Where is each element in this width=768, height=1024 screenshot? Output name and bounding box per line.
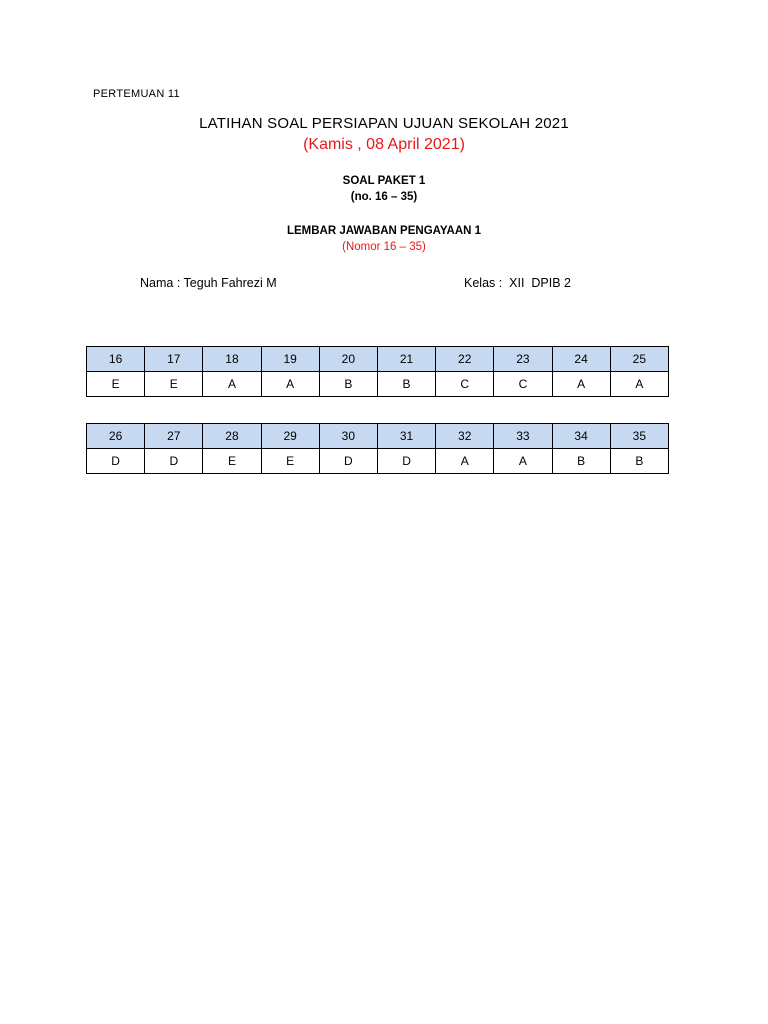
question-number-cell: 30 [319, 424, 377, 449]
question-number-cell: 35 [610, 424, 668, 449]
answer-sheet-title: LEMBAR JAWABAN PENGAYAAN 1 [286, 225, 482, 237]
question-number-row [87, 347, 669, 372]
question-number-cell: 19 [261, 347, 319, 372]
question-number-cell: 21 [377, 347, 435, 372]
answer-table-2 [86, 423, 669, 474]
answer-cell: D [87, 449, 145, 474]
question-number-cell: 17 [145, 347, 203, 372]
question-number-cell: 25 [610, 347, 668, 372]
question-number-cell: 28 [203, 424, 261, 449]
question-number-row [87, 424, 669, 449]
student-name: Nama : Teguh Fahrezi M [140, 276, 277, 290]
answer-table-1 [86, 346, 669, 397]
answer-cell: D [319, 449, 377, 474]
answer-cell: E [145, 372, 203, 397]
question-number-cell: 33 [494, 424, 552, 449]
answer-row [87, 449, 669, 474]
question-number-cell: 23 [494, 347, 552, 372]
answer-cell: D [145, 449, 203, 474]
question-number-cell: 27 [145, 424, 203, 449]
exam-date: (Kamis , 08 April 2021) [303, 136, 465, 153]
answer-cell: A [203, 372, 261, 397]
answer-cell: D [377, 449, 435, 474]
meeting-label: PERTEMUAN 11 [93, 88, 180, 100]
answer-cell: A [552, 372, 610, 397]
question-number-cell: 18 [203, 347, 261, 372]
answer-cell: B [319, 372, 377, 397]
answer-cell: A [436, 449, 494, 474]
question-number-cell: 34 [552, 424, 610, 449]
packet-range: (no. 16 – 35) [350, 191, 418, 203]
answer-cell: A [610, 372, 668, 397]
question-number-cell: 31 [377, 424, 435, 449]
student-class: Kelas : XII DPIB 2 [464, 276, 571, 290]
answer-cell: C [436, 372, 494, 397]
packet-title: SOAL PAKET 1 [342, 175, 426, 187]
answer-cell: B [377, 372, 435, 397]
question-number-cell: 29 [261, 424, 319, 449]
question-number-cell: 26 [87, 424, 145, 449]
answer-cell: E [261, 449, 319, 474]
answer-row [87, 372, 669, 397]
answer-cell: C [494, 372, 552, 397]
question-number-cell: 16 [87, 347, 145, 372]
question-number-cell: 32 [436, 424, 494, 449]
answer-cell: A [261, 372, 319, 397]
answer-cell: B [610, 449, 668, 474]
question-number-cell: 24 [552, 347, 610, 372]
answer-sheet-range: (Nomor 16 – 35) [342, 241, 426, 253]
answer-cell: A [494, 449, 552, 474]
question-number-cell: 20 [319, 347, 377, 372]
answer-cell: E [87, 372, 145, 397]
question-number-cell: 22 [436, 347, 494, 372]
page-title: LATIHAN SOAL PERSIAPAN UJUAN SEKOLAH 2021 [199, 115, 569, 132]
answer-cell: E [203, 449, 261, 474]
answer-cell: B [552, 449, 610, 474]
